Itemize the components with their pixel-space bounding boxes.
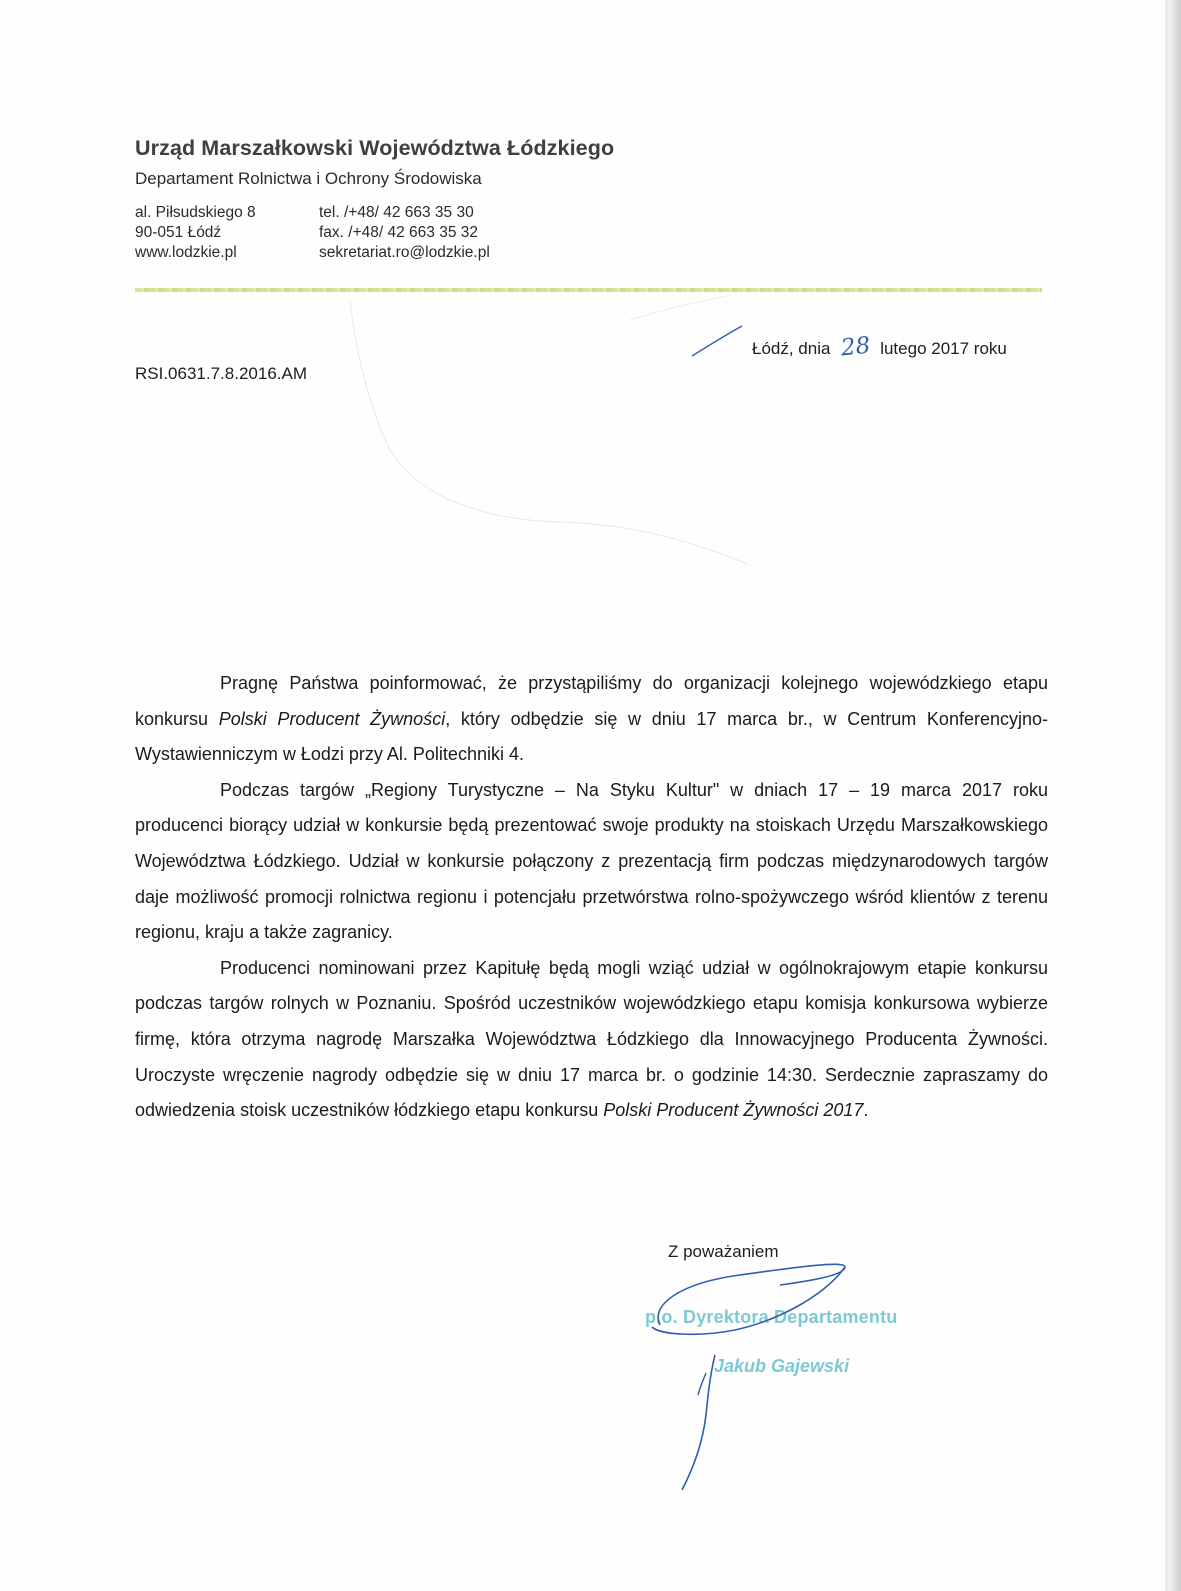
letter-body — [135, 666, 1048, 1129]
letter-date — [752, 334, 1007, 360]
paragraph-3: Producenci nominowani przez Kapitułę będą mogli wziąć udział w ogólnokrajowym etapie konkursu podczas targów rolnych w Poznaniu. Spośród uczestników wojewódzkiego etapu komisja konkursowa wybierze firmę, która otrzyma nagrodę Marszałka Województwa Łódzkiego dla Innowacyjnego Producenta Żywności. Uroczyste wręczenie nagrody odbędzie się w dniu 17 marca br. o godzinie 14:30. Serdecznie zapraszamy do odwiedzenia stoisk uczestników łódzkiego etapu konkursu Polski Producent Żywności 2017. — [135, 957, 1048, 1121]
date-suffix: lutego 2017 roku — [880, 339, 1007, 358]
org-name: Urząd Marszałkowski Województwa Łódzkiego — [135, 136, 615, 160]
date-day-handwritten: 28 — [839, 332, 872, 362]
date-prefix: Łódź, dnia — [752, 339, 831, 358]
fax: fax. /+48/ 42 663 35 32 — [319, 224, 479, 241]
signatory-title-stamp: p.o. Dyrektora Departamentu — [645, 1307, 898, 1327]
paragraph-2: Podczas targów „Regiony Turystyczne – Na Styku Kultur" w dniach 17 – 19 marca 2017 roku producenci biorący udział w konkursie będą prezentować swoje produkty na stoiskach Urzędu Marszałkowskiego Województwa Łódzkiego. Udział w konkursie połączony z prezentacją firm podczas międzynarodowych targów daje możliwość promocji rolnictwa regionu i potencjału przetwórstwa rolno-spożywczego wśród klientów z terenu regionu, kraju a także zagranicy. — [135, 779, 1048, 943]
postal-address: 90-051 Łódź — [135, 224, 222, 241]
contact-block — [319, 203, 490, 263]
website: www.lodzkie.pl — [135, 244, 237, 261]
reference-number: RSI.0631.7.8.2016.AM — [135, 364, 308, 383]
paragraph-1: Pragnę Państwa poinformować, że przystąpiliśmy do organizacji kolejnego wojewódzkiego etapu konkursu Polski Producent Żywności, który odbędzie się w dniu 17 marca br., w Centrum Konferencyjno-Wystawienniczym w Łodzi przy Al. Politechniki 4. — [135, 673, 1048, 765]
signatory-name-stamp: Jakub Gajewski — [714, 1356, 850, 1376]
phone: tel. /+48/ 42 663 35 30 — [319, 204, 474, 221]
scan-edge — [1169, 0, 1181, 1591]
email: sekretariat.ro@lodzkie.pl — [319, 244, 490, 261]
salutation: Z poważaniem — [668, 1242, 779, 1261]
handwritten-signature — [640, 1255, 870, 1505]
header-divider — [135, 288, 1042, 292]
address-block — [135, 203, 256, 263]
pen-tick-mark — [690, 322, 750, 362]
street-address: al. Piłsudskiego 8 — [135, 204, 256, 221]
department-name: Departament Rolnictwa i Ochrony Środowiska — [135, 169, 482, 188]
